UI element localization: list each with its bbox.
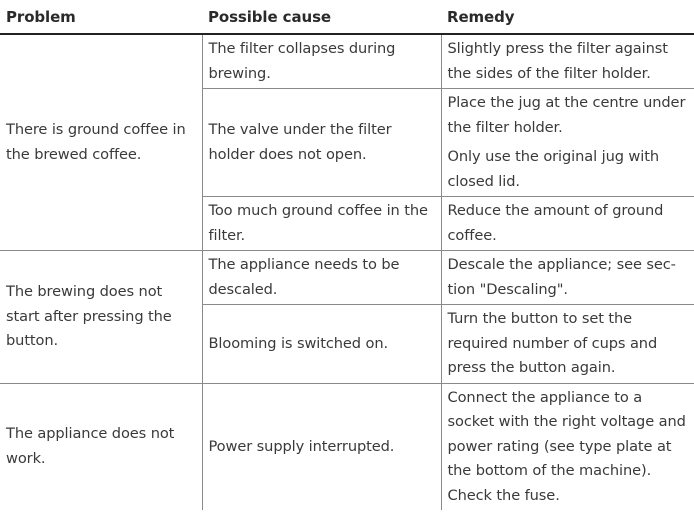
- remedy-cell: [441, 305, 694, 384]
- cause-cell: The appliance needs to be descaled.: [202, 251, 441, 305]
- remedy-cell: [441, 34, 694, 89]
- remedy-text: Only use the original jug with closed lid.: [447, 148, 659, 190]
- remedy-text: Slightly press the filter against the sides of the filter holder.: [447, 40, 668, 82]
- cause-cell: Blooming is switched on.: [202, 305, 441, 384]
- remedy-text: Descale the appliance; see sec-tion "Descaling".: [447, 256, 676, 298]
- problem-cell: The brewing does not start after pressing the button.: [0, 251, 202, 384]
- problem-cell: There is ground coffee in the brewed coffee.: [0, 34, 202, 251]
- remedy-text: Place the jug at the centre under the filter holder.: [447, 94, 686, 136]
- cause-cell: Power supply interrupted.: [202, 383, 441, 510]
- cause-cell: The valve under the filter holder does not open.: [202, 89, 441, 197]
- cause-cell: The filter collapses during brewing.: [202, 34, 441, 89]
- cause-cell: Too much ground coffee in the filter.: [202, 197, 441, 251]
- remedy-cell: [441, 89, 694, 197]
- problem-cell: The appliance does not work.: [0, 383, 202, 510]
- remedy-cell: [441, 197, 694, 251]
- table-row: [0, 383, 694, 510]
- table-row: [0, 34, 694, 89]
- remedy-cell: [441, 383, 694, 510]
- remedy-text: Turn the button to set the required number of cups and press the button again.: [447, 310, 658, 376]
- remedy-text: Connect the appliance to a socket with the right voltage and power rating (see type plate at the bottom of the machine). Check the fuse.: [447, 388, 686, 504]
- header-row: [0, 2, 694, 34]
- header-problem: Problem: [0, 2, 202, 34]
- header-remedy: Remedy: [441, 2, 694, 34]
- remedy-text: Reduce the amount of ground coffee.: [447, 202, 664, 244]
- header-cause: Possible cause: [202, 2, 441, 34]
- table-row: [0, 251, 694, 305]
- troubleshooting-table: [0, 2, 694, 510]
- remedy-cell: [441, 251, 694, 305]
